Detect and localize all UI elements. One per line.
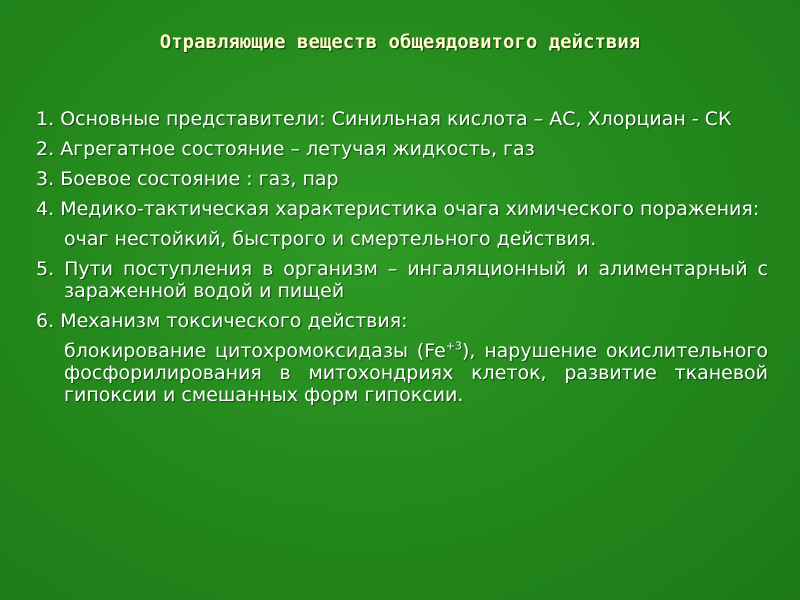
list-item-4 [36,198,768,220]
list-item-1 [36,108,768,130]
list-item-2 [36,138,768,160]
slide-content [36,108,768,414]
item-number: 4. [36,198,55,220]
item-text: Механизм токсического действия: [60,310,408,332]
item-text: Боевое состояние : газ, пар [60,168,339,190]
list-item-6-detail [36,340,768,406]
item-text: очаг нестойкий, быстрого и смертельного действия. [64,228,597,250]
list-item-3 [36,168,768,190]
item-text: Пути поступления в организм – ингаляционный и алиментарный с зараженной водой и пищей [64,258,768,302]
item-number: 2. [36,138,55,160]
item-number: 6. [36,310,55,332]
superscript-charge: +3 [445,339,463,353]
item-text: Основные представители: Синильная кислота – АС, Хлорциан - СК [60,108,732,130]
item-number: 5. [36,258,55,280]
list-item-5 [36,258,768,302]
item-text-after: ), нарушение окислительного фосфорилирования в митохондриях клеток, развитие тканевой гипоксии и смешанных форм гипоксии. [64,340,768,406]
item-text-before: блокирование цитохромоксидазы (Fe [64,340,446,362]
list-item-4-detail [36,228,768,250]
item-text: Медико-тактическая характеристика очага химического поражения: [60,198,760,220]
item-number: 3. [36,168,55,190]
slide-title: Отравляющие веществ общеядовитого действия [159,31,641,53]
item-number: 1. [36,108,55,130]
list-item-6 [36,310,768,332]
item-text: Агрегатное состояние – летучая жидкость, газ [60,138,535,160]
